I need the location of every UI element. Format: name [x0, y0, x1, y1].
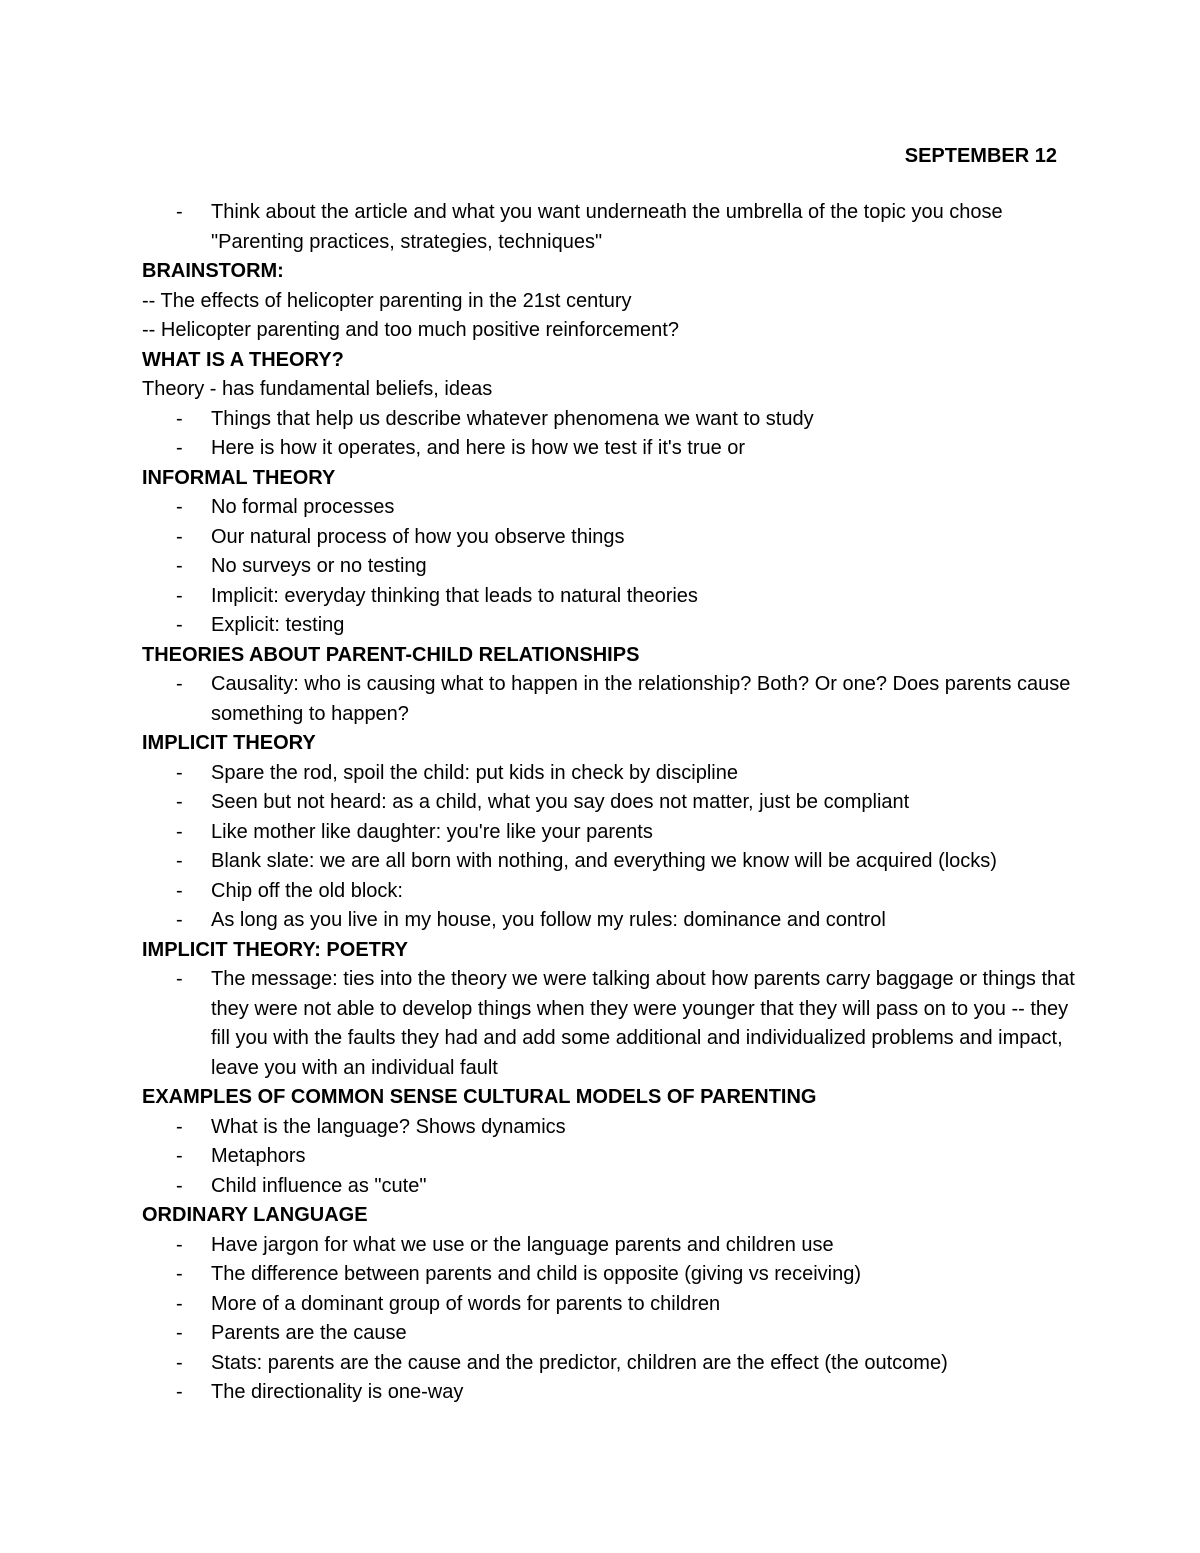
- bullet-dash: -: [176, 1115, 183, 1138]
- bullet-dash: -: [176, 407, 183, 430]
- list-item-text: Causality: who is causing what to happen in the relationship? Both? Or one? Does parents cause something to happen?: [211, 673, 1071, 725]
- cultural-models-list: [142, 1113, 1082, 1202]
- list-item-text: Seen but not heard: as a child, what you say does not matter, just be compliant: [211, 791, 910, 813]
- list-item: [142, 965, 1082, 1083]
- section-heading-implicit-theory: IMPLICIT THEORY: [142, 732, 316, 754]
- bullet-dash: -: [176, 1292, 183, 1315]
- bullet-dash: -: [176, 968, 183, 990]
- bullet-dash: -: [176, 820, 183, 843]
- list-item-text: Metaphors: [211, 1145, 306, 1167]
- list-item-text: No formal processes: [211, 496, 395, 518]
- list-item-text: As long as you live in my house, you follow my rules: dominance and control: [211, 909, 886, 931]
- list-item: [142, 611, 1082, 641]
- list-item-text: Spare the rod, spoil the child: put kids in check by discipline: [211, 761, 738, 784]
- list-item-text: Have jargon for what we use or the language parents and children use: [211, 1233, 834, 1256]
- bullet-dash: -: [176, 1351, 183, 1374]
- list-item-text: More of a dominant group of words for parents to children: [211, 1292, 721, 1315]
- list-item: [142, 1172, 1082, 1202]
- list-item: [142, 523, 1082, 553]
- list-item-text: Parents are the cause: [211, 1322, 407, 1344]
- bullet-dash: -: [176, 525, 183, 548]
- list-item-text: No surveys or no testing: [211, 555, 427, 577]
- bullet-dash: -: [176, 1322, 183, 1344]
- list-item: [142, 788, 1082, 818]
- ordinary-language-list: [142, 1231, 1082, 1408]
- section-heading-parent-child: THEORIES ABOUT PARENT-CHILD RELATIONSHIPS: [142, 643, 640, 666]
- brainstorm-line: -- The effects of helicopter parenting in the 21st century: [142, 289, 632, 312]
- bullet-dash: -: [176, 437, 183, 459]
- what-is-theory-list: [142, 405, 1082, 464]
- list-item: [142, 847, 1082, 877]
- list-item: [142, 405, 1082, 435]
- list-item-text: Stats: parents are the cause and the predictor, children are the effect (the outcome): [211, 1351, 948, 1374]
- list-item: [142, 493, 1082, 523]
- list-item-text: The directionality is one-way: [211, 1381, 464, 1403]
- bullet-dash: -: [176, 1233, 183, 1256]
- list-item: [142, 1113, 1082, 1143]
- notes-body: [142, 198, 1082, 1408]
- implicit-poetry-list: [142, 965, 1082, 1083]
- bullet-dash: -: [176, 614, 183, 636]
- section-heading-informal-theory: INFORMAL THEORY: [142, 466, 336, 489]
- list-item-text: Like mother like daughter: you're like your parents: [211, 820, 653, 843]
- list-item: [142, 198, 1082, 257]
- bullet-dash: -: [176, 201, 183, 223]
- list-item: [142, 434, 1082, 464]
- informal-theory-list: [142, 493, 1082, 641]
- list-item: [142, 1260, 1082, 1290]
- list-item: [142, 670, 1082, 729]
- implicit-theory-list: [142, 759, 1082, 936]
- section-heading-cultural-models: EXAMPLES OF COMMON SENSE CULTURAL MODELS OF PARENTING: [142, 1086, 817, 1108]
- section-heading-implicit-poetry: IMPLICIT THEORY: POETRY: [142, 938, 408, 961]
- bullet-dash: -: [176, 791, 183, 813]
- section-heading-what-is-theory: WHAT IS A THEORY?: [142, 348, 344, 371]
- bullet-dash: -: [176, 1263, 183, 1285]
- list-item-text: Think about the article and what you want underneath the umbrella of the topic you chose "Parenting practices, strategies, techniques": [211, 201, 1003, 253]
- theory-definition: Theory - has fundamental beliefs, ideas: [142, 378, 493, 400]
- list-item-text: Things that help us describe whatever phenomena we want to study: [211, 407, 814, 430]
- list-item: [142, 1378, 1082, 1408]
- list-item-text: What is the language? Shows dynamics: [211, 1115, 566, 1138]
- list-item: [142, 582, 1082, 612]
- brainstorm-line: -- Helicopter parenting and too much positive reinforcement?: [142, 319, 679, 341]
- bullet-dash: -: [176, 1174, 183, 1197]
- list-item: [142, 759, 1082, 789]
- list-item-text: Our natural process of how you observe things: [211, 525, 625, 548]
- bullet-dash: -: [176, 1381, 183, 1403]
- list-item: [142, 552, 1082, 582]
- list-item: [142, 1142, 1082, 1172]
- list-item-text: The message: ties into the theory we were talking about how parents carry baggage or things that they were not able to develop things when they were younger that they will pass on to you -- they fill you with the faults they had and add some additional and individualized problems and impact, leave you with an individual fault: [211, 968, 1075, 1079]
- list-item: [142, 818, 1082, 848]
- list-item: [142, 877, 1082, 907]
- section-heading-ordinary-language: ORDINARY LANGUAGE: [142, 1204, 368, 1226]
- list-item-text: Here is how it operates, and here is how we test if it's true or: [211, 437, 746, 459]
- list-item-text: Explicit: testing: [211, 614, 345, 636]
- bullet-dash: -: [176, 496, 183, 518]
- list-item: [142, 906, 1082, 936]
- list-item-text: Chip off the old block:: [211, 879, 403, 902]
- intro-list: [142, 198, 1082, 257]
- bullet-dash: -: [176, 850, 183, 872]
- bullet-dash: -: [176, 909, 183, 931]
- bullet-dash: -: [176, 879, 183, 902]
- list-item-text: Implicit: everyday thinking that leads to natural theories: [211, 584, 698, 607]
- list-item-text: Blank slate: we are all born with nothing, and everything we know will be acquired (locks): [211, 850, 997, 872]
- list-item-text: Child influence as "cute": [211, 1174, 427, 1197]
- page-date: SEPTEMBER 12: [904, 145, 1057, 167]
- parent-child-list: [142, 670, 1082, 729]
- section-heading-brainstorm: BRAINSTORM:: [142, 260, 284, 282]
- bullet-dash: -: [176, 555, 183, 577]
- list-item: [142, 1349, 1082, 1379]
- list-item-text: The difference between parents and child is opposite (giving vs receiving): [211, 1263, 861, 1285]
- list-item: [142, 1319, 1082, 1349]
- bullet-dash: -: [176, 1145, 183, 1167]
- bullet-dash: -: [176, 761, 183, 784]
- list-item: [142, 1290, 1082, 1320]
- bullet-dash: -: [176, 673, 183, 695]
- list-item: [142, 1231, 1082, 1261]
- bullet-dash: -: [176, 584, 183, 607]
